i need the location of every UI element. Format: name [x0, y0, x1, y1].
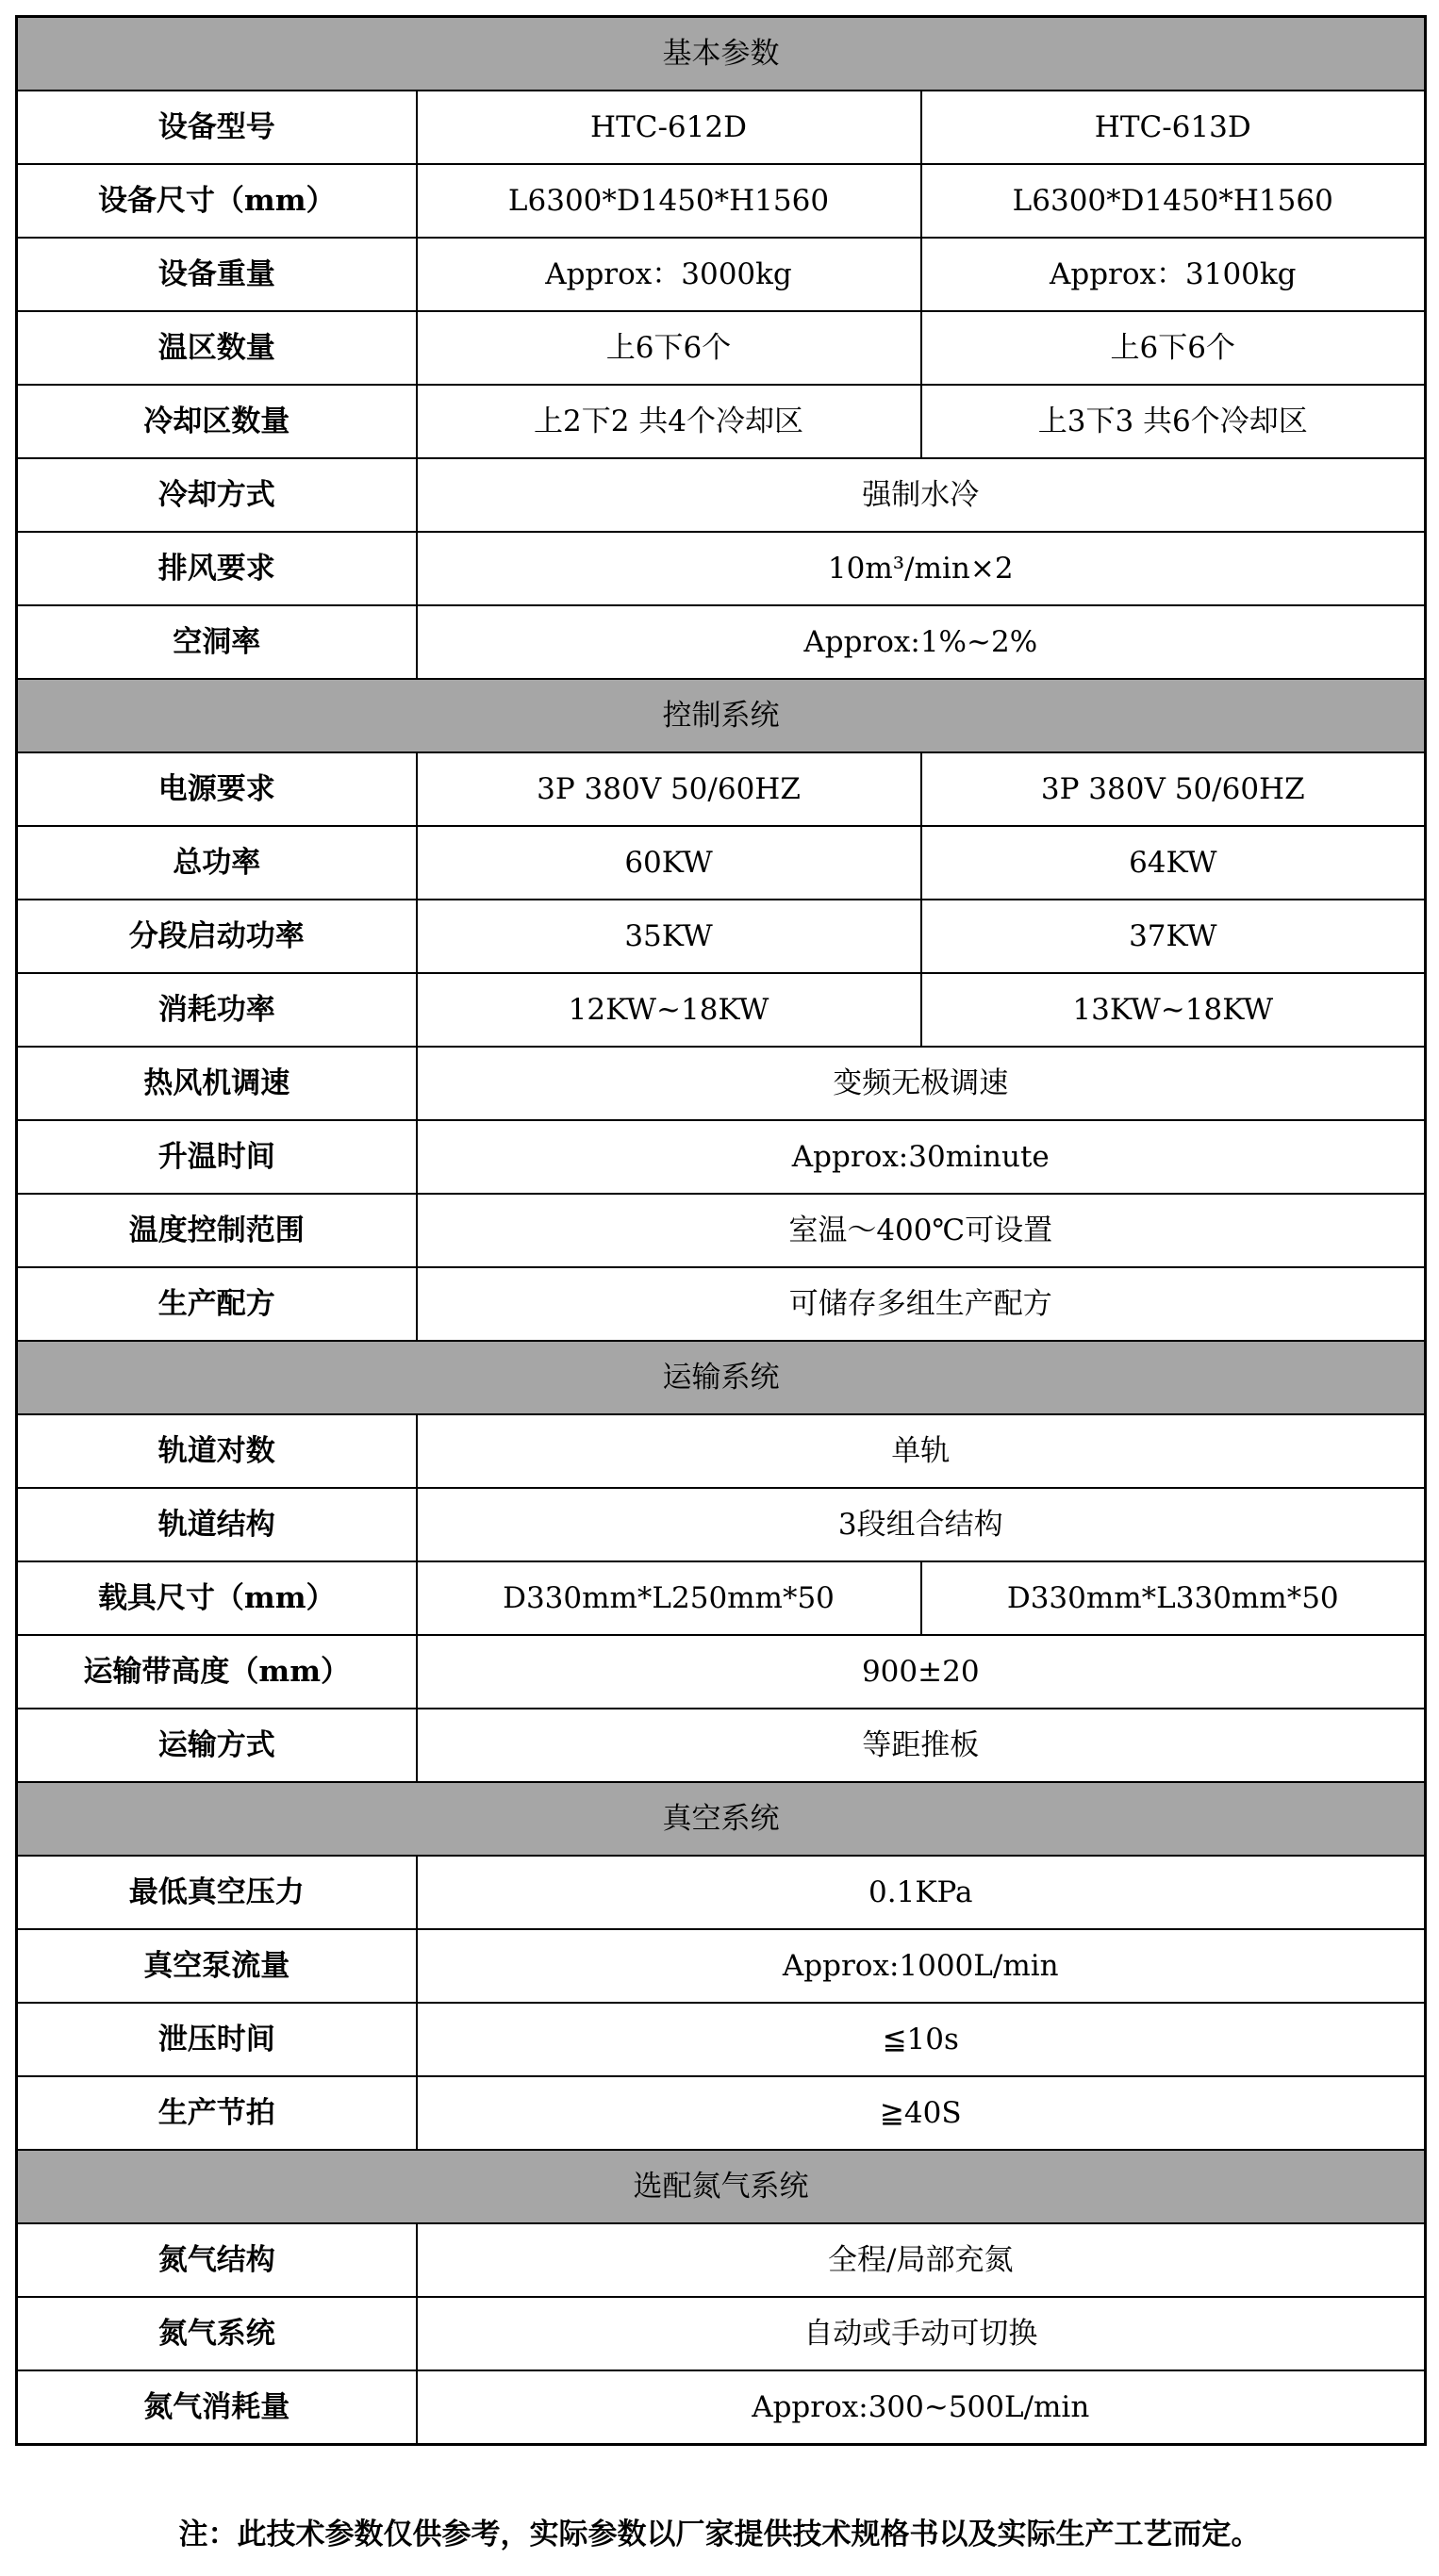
param-value: Approx:30minute	[417, 1120, 1426, 1194]
param-label: 热风机调速	[17, 1047, 417, 1120]
table-row	[17, 1120, 1426, 1194]
param-value-htc-613d: D330mm*L330mm*50	[921, 1561, 1426, 1635]
param-value-htc-613d: 13KW~18KW	[921, 973, 1426, 1047]
param-value: Approx:1000L/min	[417, 1929, 1426, 2003]
param-value-htc-612d: L6300*D1450*H1560	[417, 164, 921, 238]
table-row	[17, 238, 1426, 311]
param-value-htc-613d: 3P 380V 50/60HZ	[921, 752, 1426, 826]
table-row	[17, 900, 1426, 973]
param-value: 900±20	[417, 1635, 1426, 1709]
param-value: 单轨	[417, 1414, 1426, 1488]
section-header-row	[17, 1782, 1426, 1856]
param-label: 设备重量	[17, 238, 417, 311]
param-label: 消耗功率	[17, 973, 417, 1047]
spec-table	[15, 15, 1427, 2446]
table-row	[17, 2370, 1426, 2445]
table-row	[17, 1194, 1426, 1267]
param-label: 氮气结构	[17, 2223, 417, 2297]
table-row	[17, 2003, 1426, 2076]
spec-table-body	[17, 17, 1426, 2445]
param-value: Approx:1%~2%	[417, 605, 1426, 679]
param-label: 温区数量	[17, 311, 417, 385]
table-row	[17, 2223, 1426, 2297]
param-value-htc-613d: 上3下3 共6个冷却区	[921, 385, 1426, 458]
param-value-htc-612d: 60KW	[417, 826, 921, 900]
param-label: 氮气消耗量	[17, 2370, 417, 2445]
section-title: 选配氮气系统	[17, 2150, 1426, 2223]
param-label: 冷却方式	[17, 458, 417, 532]
table-row	[17, 1929, 1426, 2003]
param-label: 轨道对数	[17, 1414, 417, 1488]
table-row	[17, 2076, 1426, 2150]
table-row	[17, 1635, 1426, 1709]
param-value-htc-613d: Approx：3100kg	[921, 238, 1426, 311]
table-row	[17, 1414, 1426, 1488]
param-value-htc-612d: 35KW	[417, 900, 921, 973]
param-value: 3段组合结构	[417, 1488, 1426, 1561]
section-title: 基本参数	[17, 17, 1426, 91]
table-row	[17, 605, 1426, 679]
param-value: ≦10s	[417, 2003, 1426, 2076]
param-value: 自动或手动可切换	[417, 2297, 1426, 2370]
param-value: 等距推板	[417, 1709, 1426, 1782]
param-label: 冷却区数量	[17, 385, 417, 458]
param-value: 全程/局部充氮	[417, 2223, 1426, 2297]
param-label: 泄压时间	[17, 2003, 417, 2076]
param-value: Approx:300~500L/min	[417, 2370, 1426, 2445]
table-row	[17, 752, 1426, 826]
table-row	[17, 1047, 1426, 1120]
param-label: 生产节拍	[17, 2076, 417, 2150]
param-label: 升温时间	[17, 1120, 417, 1194]
table-row	[17, 311, 1426, 385]
section-header-row	[17, 679, 1426, 752]
table-row	[17, 826, 1426, 900]
table-row	[17, 1488, 1426, 1561]
table-row	[17, 1561, 1426, 1635]
table-row	[17, 1709, 1426, 1782]
param-value: 0.1KPa	[417, 1856, 1426, 1929]
param-label: 轨道结构	[17, 1488, 417, 1561]
param-label: 设备型号	[17, 91, 417, 164]
section-header-row	[17, 2150, 1426, 2223]
section-title: 真空系统	[17, 1782, 1426, 1856]
param-value-htc-612d: 12KW~18KW	[417, 973, 921, 1047]
param-value-htc-612d: D330mm*L250mm*50	[417, 1561, 921, 1635]
param-label: 空洞率	[17, 605, 417, 679]
param-value-htc-612d: 上2下2 共4个冷却区	[417, 385, 921, 458]
param-value-htc-612d: HTC-612D	[417, 91, 921, 164]
section-header-row	[17, 1341, 1426, 1414]
table-row	[17, 1267, 1426, 1341]
param-value-htc-613d: 37KW	[921, 900, 1426, 973]
param-value-htc-613d: HTC-613D	[921, 91, 1426, 164]
param-value-htc-613d: L6300*D1450*H1560	[921, 164, 1426, 238]
table-row	[17, 458, 1426, 532]
table-row	[17, 164, 1426, 238]
param-label: 电源要求	[17, 752, 417, 826]
section-title: 运输系统	[17, 1341, 1426, 1414]
param-label: 氮气系统	[17, 2297, 417, 2370]
param-label: 设备尺寸（mm）	[17, 164, 417, 238]
param-label: 总功率	[17, 826, 417, 900]
param-value: 室温～400℃可设置	[417, 1194, 1426, 1267]
param-label: 运输方式	[17, 1709, 417, 1782]
param-value: 10m³/min×2	[417, 532, 1426, 605]
param-value: ≧40S	[417, 2076, 1426, 2150]
param-label: 排风要求	[17, 532, 417, 605]
table-row	[17, 532, 1426, 605]
param-label: 生产配方	[17, 1267, 417, 1341]
param-label: 温度控制范围	[17, 1194, 417, 1267]
param-value: 可储存多组生产配方	[417, 1267, 1426, 1341]
section-title: 控制系统	[17, 679, 1426, 752]
table-row	[17, 973, 1426, 1047]
param-value-htc-612d: 上6下6个	[417, 311, 921, 385]
table-row	[17, 91, 1426, 164]
param-value-htc-612d: 3P 380V 50/60HZ	[417, 752, 921, 826]
table-row	[17, 385, 1426, 458]
param-label: 真空泵流量	[17, 1929, 417, 2003]
section-header-row	[17, 17, 1426, 91]
param-label: 分段启动功率	[17, 900, 417, 973]
param-value-htc-613d: 上6下6个	[921, 311, 1426, 385]
param-label: 运输带高度（mm）	[17, 1635, 417, 1709]
table-row	[17, 1856, 1426, 1929]
param-value: 变频无极调速	[417, 1047, 1426, 1120]
param-value-htc-613d: 64KW	[921, 826, 1426, 900]
table-row	[17, 2297, 1426, 2370]
param-value-htc-612d: Approx：3000kg	[417, 238, 921, 311]
param-value: 强制水冷	[417, 458, 1426, 532]
param-label: 载具尺寸（mm）	[17, 1561, 417, 1635]
footer-note: 注：此技术参数仅供参考，实际参数以厂家提供技术规格书以及实际生产工艺而定。	[178, 2518, 1261, 2551]
param-label: 最低真空压力	[17, 1856, 417, 1929]
